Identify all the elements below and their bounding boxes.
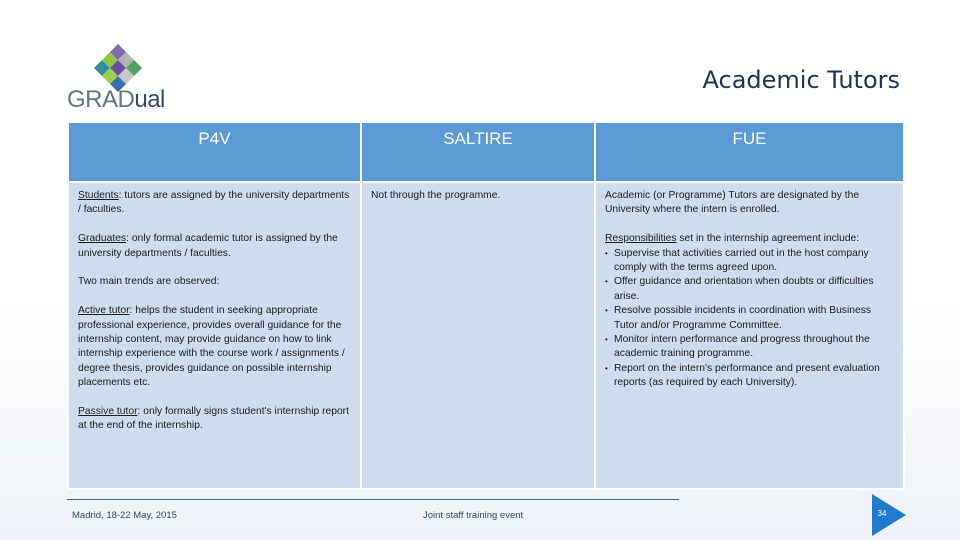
column-header-saltire: SALTIRE	[361, 122, 595, 182]
p4v-graduates: Graduates: only formal academic tutor is assigned by the university departments / faculties.	[78, 233, 338, 259]
table-header-row	[68, 122, 904, 182]
logo-wordmark: GRADual	[67, 86, 165, 113]
column-header-fue: FUE	[595, 122, 904, 182]
tutors-table	[67, 121, 905, 490]
footer-date: Madrid, 18-22 May, 2015	[72, 510, 177, 521]
fue-responsibilities: Responsibilities set in the internship agreement include:	[605, 233, 860, 245]
cell-fue	[595, 182, 904, 489]
table-row	[68, 182, 904, 489]
fue-intro: Academic (or Programme) Tutors are designated by the University where the intern is enrolled.	[605, 190, 860, 216]
p4v-students: Students: tutors are assigned by the university departments / faculties.	[78, 190, 350, 216]
p4v-passive-tutor: Passive tutor: only formally signs student's internship report at the end of the internship.	[78, 406, 349, 432]
slide-title: Academic Tutors	[702, 66, 900, 94]
p4v-trends: Two main trends are observed:	[78, 276, 220, 288]
column-header-p4v: P4V	[68, 122, 361, 182]
list-item: • Resolve possible incidents in coordination with Business Tutor and/or Programme Committee.	[605, 304, 895, 333]
p4v-active-tutor: Active tutor: helps the student in seeking appropriate professional experience, provides overall guidance for the internship content, may provide guidance on how to link internship experience with the course work / assignments / degree thesis, provides guidance on possible internship placements etc.	[78, 305, 345, 389]
cell-p4v	[68, 182, 361, 489]
list-item: • Supervise that activities carried out in the host company comply with the terms agreed upon.	[605, 247, 895, 276]
cell-saltire	[361, 182, 595, 489]
footer-divider	[67, 499, 679, 500]
page-number: 34	[877, 509, 887, 518]
footer-event: Joint staff training event	[423, 510, 524, 521]
fue-responsibility-list	[605, 247, 895, 391]
saltire-text: Not through the programme.	[371, 190, 501, 201]
list-item: • Offer guidance and orientation when doubts or difficulties arise.	[605, 275, 895, 304]
list-item: • Monitor intern performance and progress throughout the academic training programme.	[605, 333, 895, 362]
list-item: • Report on the intern's performance and present evaluation reports (as required by each University).	[605, 362, 895, 391]
